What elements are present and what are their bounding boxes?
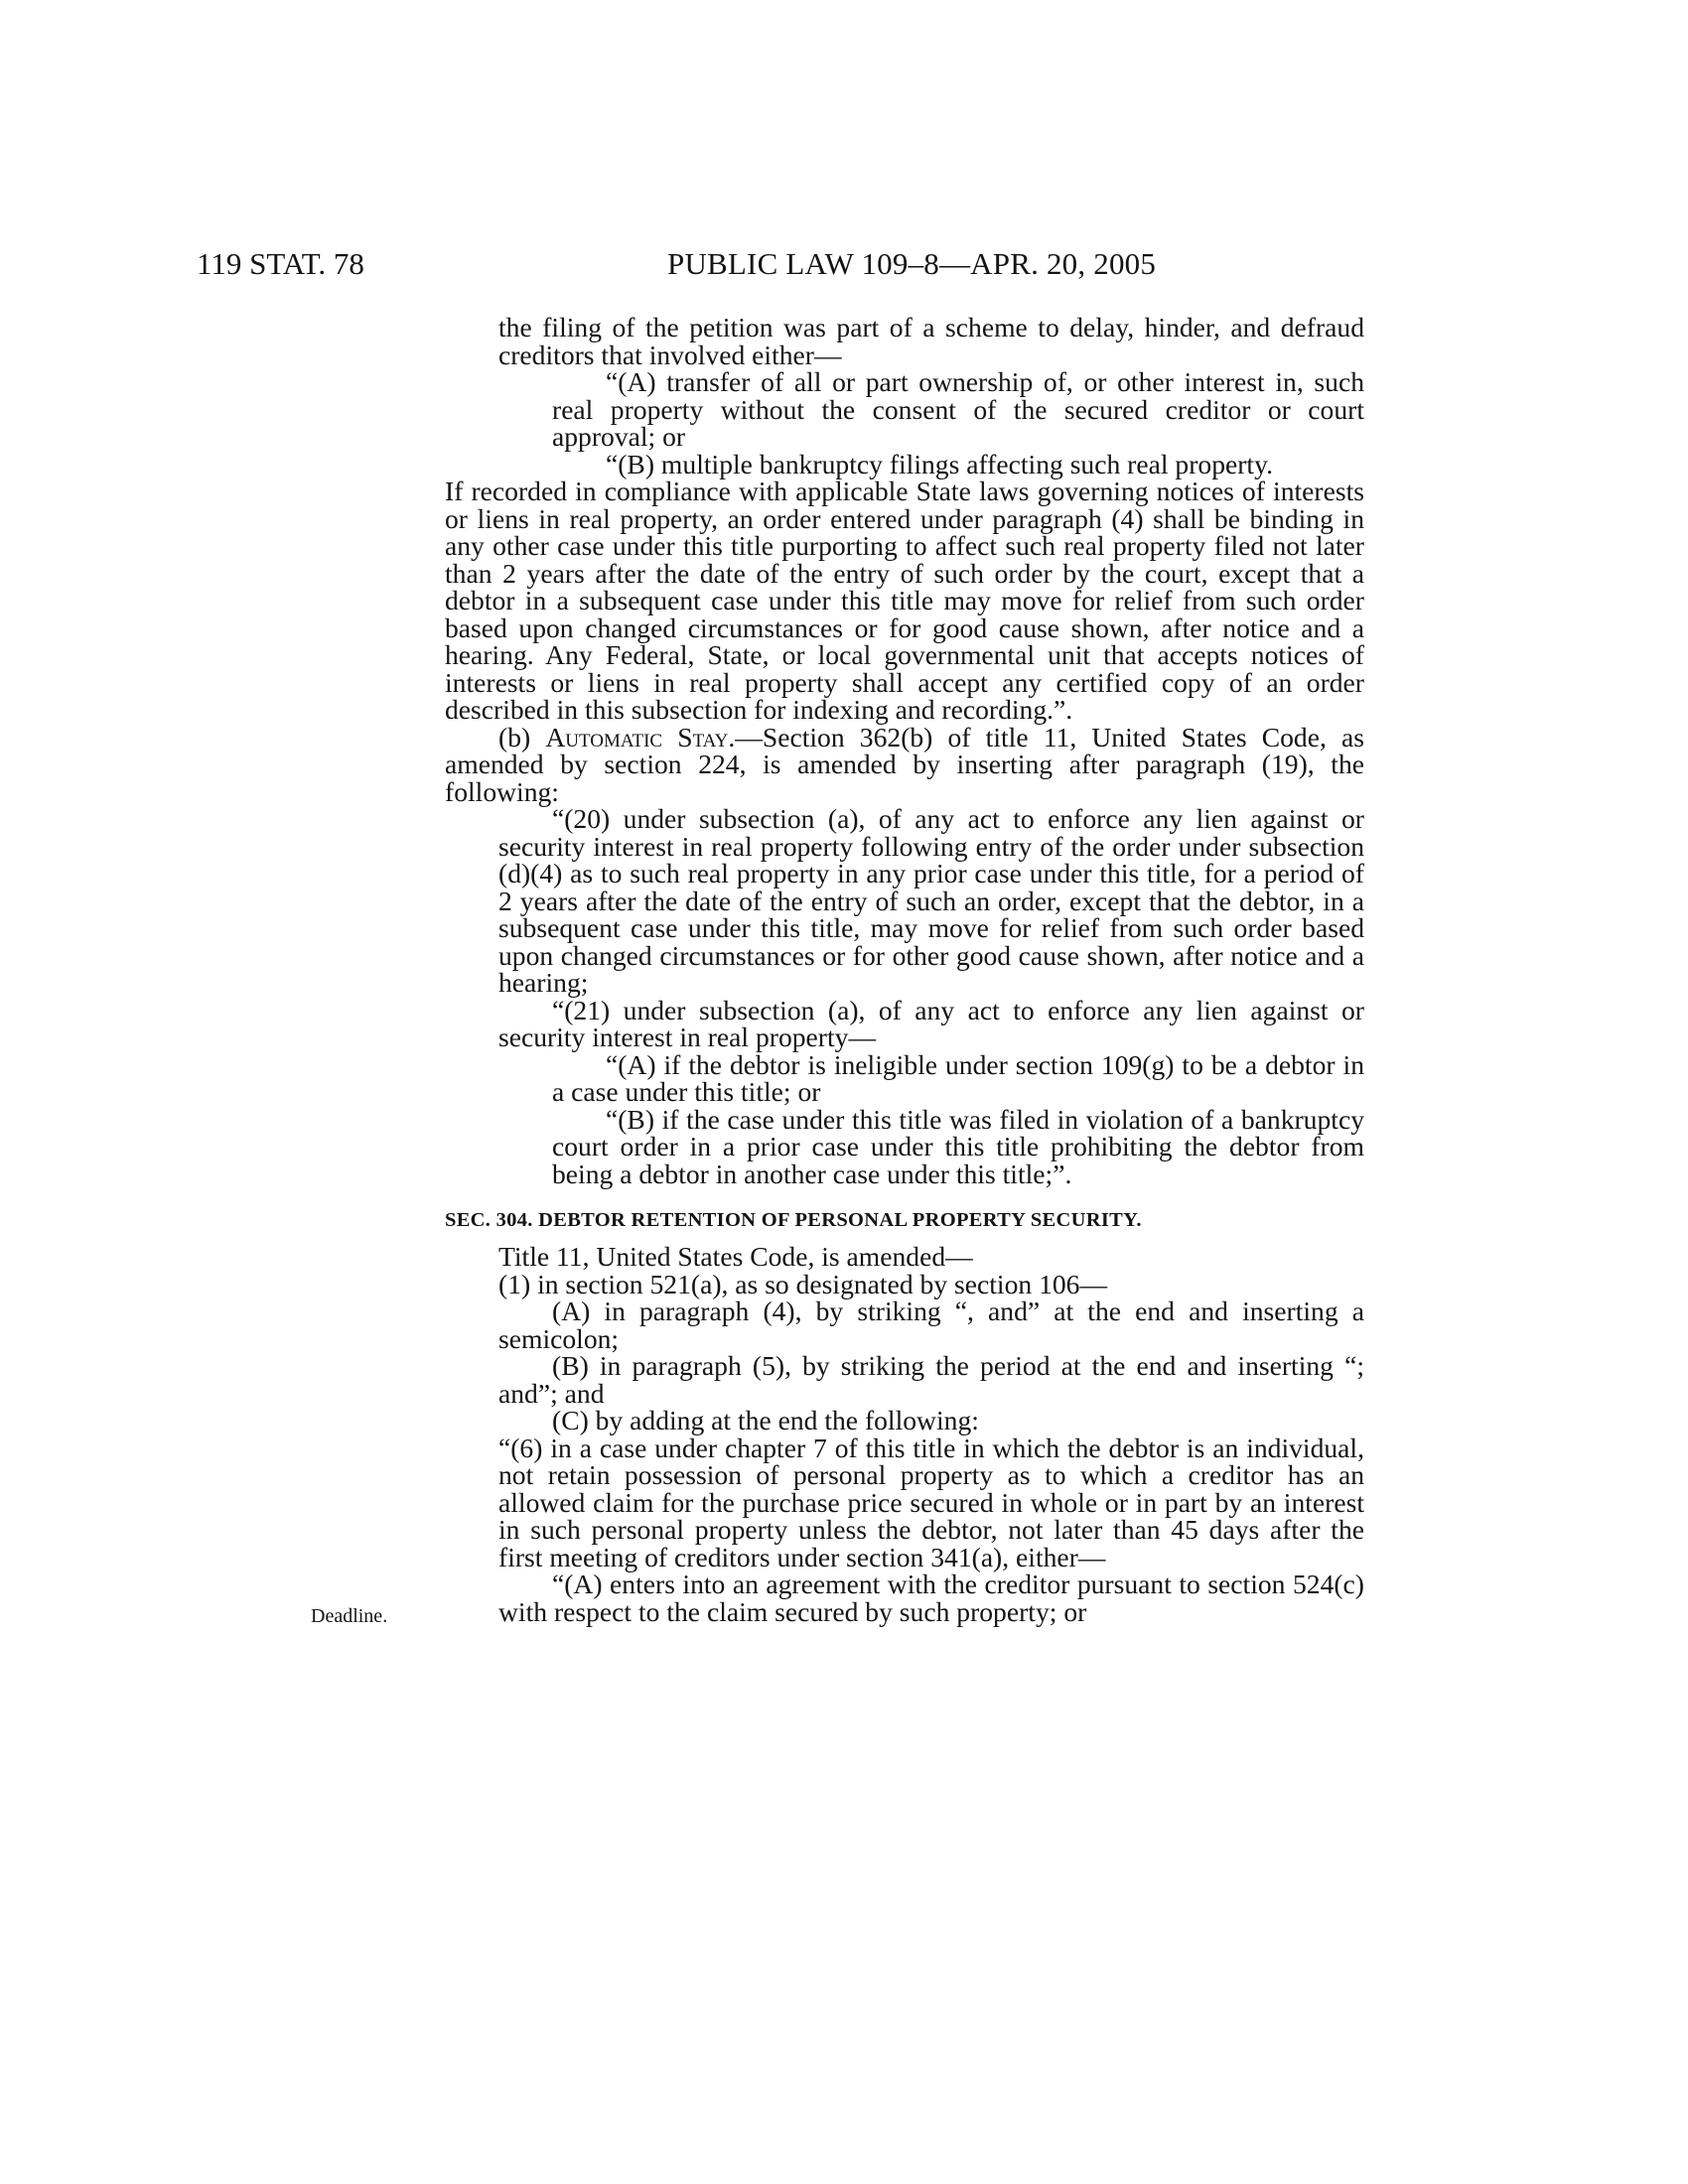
paragraph: the filing of the petition was part of a scheme to delay, hinder, and defraud creditors that involved either— <box>498 312 1364 370</box>
section-heading: SEC. 304. DEBTOR RETENTION OF PERSONAL PROPERTY SECURITY. <box>445 1209 1142 1231</box>
paragraph: (A) in paragraph (4), by striking “, and” at the end and inserting a semicolon; <box>498 1296 1364 1354</box>
paragraph: If recorded in compliance with applicable State laws governing notices of interests or liens in real property, an order entered under paragraph (4) shall be binding in any other case under this title purporting to affect such real property filed not later than 2 years after the date of the entry of such order by the court, except that a debtor in a subsequent case under this title may move for relief from such order based upon changed circumstances or for good cause shown, after notice and a hearing. Any Federal, State, or local governmental unit that accepts notices of interests or liens in real property shall accept any certified copy of an order described in this subsection for indexing and recording.”. <box>445 476 1364 725</box>
stat-page-number: 119 STAT. 78 <box>197 246 364 281</box>
paragraph: Title 11, United States Code, is amended— <box>498 1241 973 1272</box>
subsection-heading: Automatic Stay <box>545 721 729 752</box>
paragraph: “(B) if the case under this title was filed in violation of a bankruptcy court order in a prior case under this title prohibiting the debtor from being a debtor in another case under this title;”. <box>552 1103 1364 1189</box>
margin-note-deadline: Deadline. <box>311 1605 388 1627</box>
subsection-b <box>445 721 1365 807</box>
paragraph: “(A) if the debtor is ineligible under section 109(g) to be a debtor in a case under this title; or <box>552 1048 1364 1107</box>
paragraph: (C) by adding at the end the following: <box>552 1405 979 1435</box>
paragraph: “(6) in a case under chapter 7 of this title in which the debtor is an individual, not retain possession of personal property as to which a creditor has an allowed claim for the purchase price secured in whole or in part by an interest in such personal property unless the debtor, not later than 45 days after the first meeting of creditors under section 341(a), either— <box>498 1432 1364 1572</box>
public-law-title: PUBLIC LAW 109–8—APR. 20, 2005 <box>667 246 1157 281</box>
paragraph: “(21) under subsection (a), of any act to enforce any lien against or security interest in real property— <box>498 994 1364 1052</box>
paragraph: (B) in paragraph (5), by striking the period at the end and inserting “; and”; and <box>498 1350 1364 1409</box>
page-header <box>0 246 1688 286</box>
document-body <box>445 312 1365 1627</box>
paragraph: (1) in section 521(a), as so designated by section 106— <box>498 1268 1108 1299</box>
paragraph: “(A) transfer of all or part ownership of, or other interest in, such real property without the consent of the secured creditor or court approval; or <box>552 366 1364 452</box>
subsection-label: (b) <box>498 721 546 752</box>
paragraph: “(A) enters into an agreement with the creditor pursuant to section 524(c) with respect to the claim secured by such property; or <box>498 1569 1364 1627</box>
paragraph: “(B) multiple bankruptcy filings affecting such real property. <box>606 448 1274 479</box>
subsection-text: .—Section 362(b) of title 11, United States Code, as amended by section 224, is amended by inserting after paragraph (19), the following: <box>445 721 1365 807</box>
paragraph: “(20) under subsection (a), of any act to enforce any lien against or security interest in real property following entry of the order under subsection (d)(4) as to such real property in any prior case under this title, for a period of 2 years after the date of the entry of such an order, except that the debtor, in a subsequent case under this title, may move for relief from such order based upon changed circumstances or for other good cause shown, after notice and a hearing; <box>498 803 1364 998</box>
